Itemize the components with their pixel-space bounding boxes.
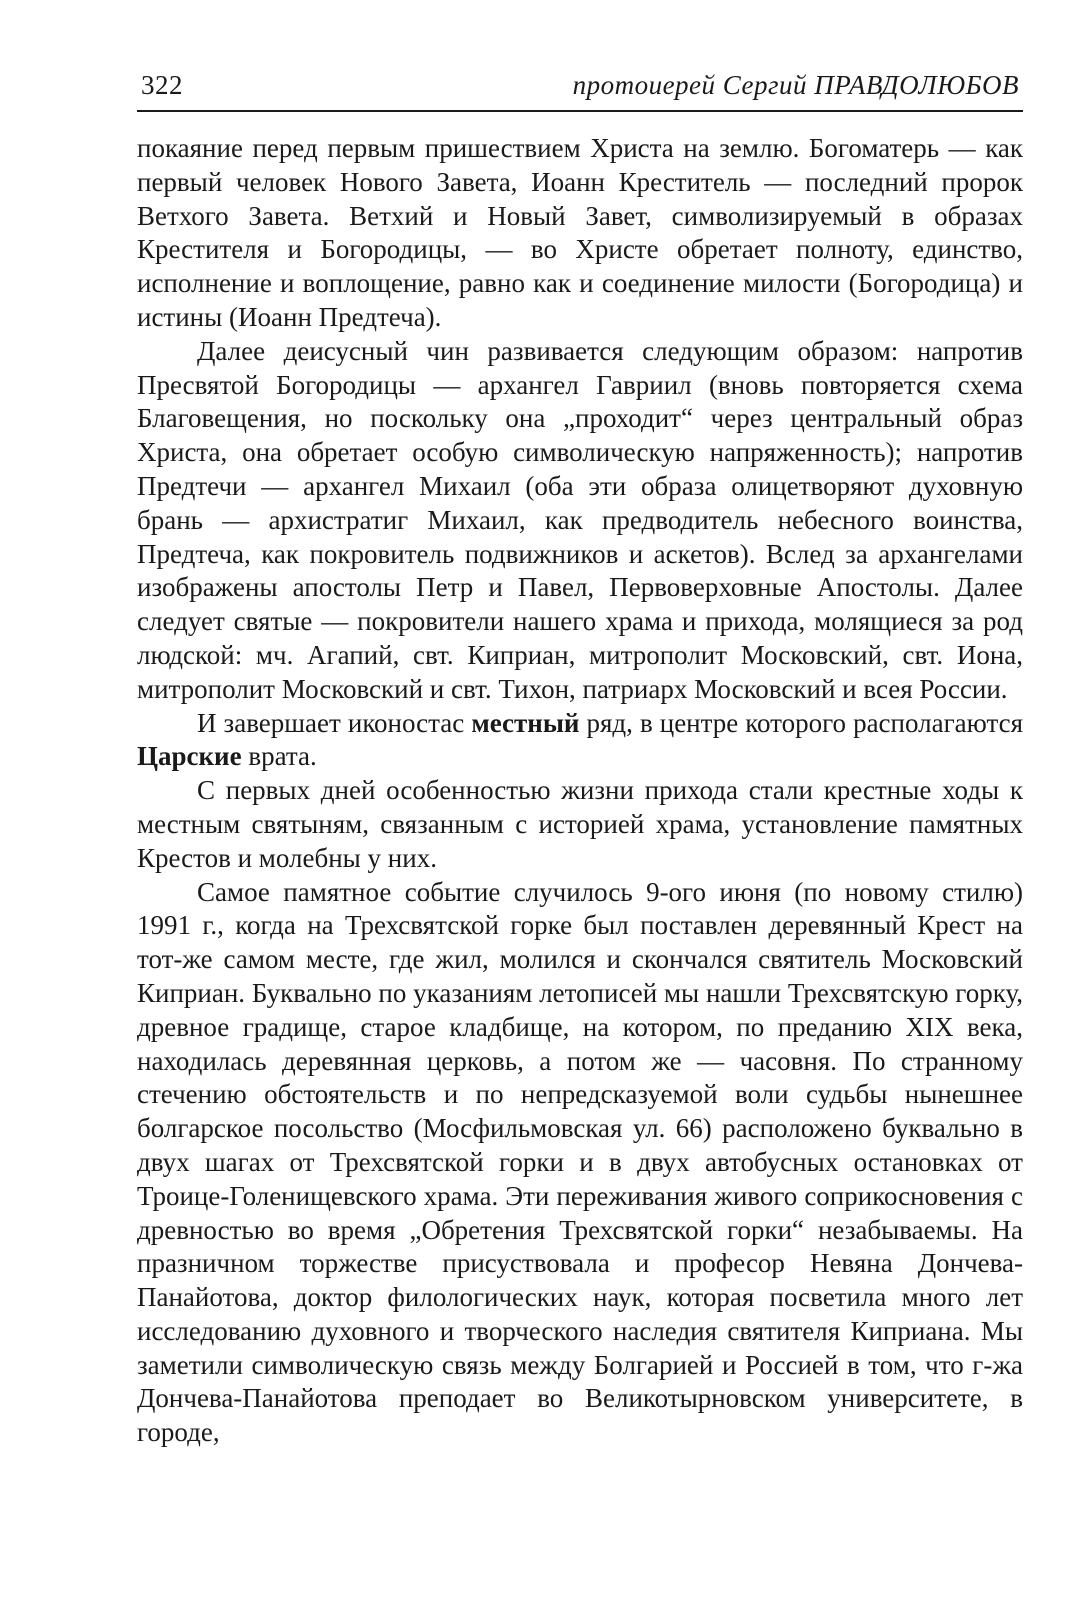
- paragraph-3-text-after: врата.: [241, 741, 317, 772]
- paragraph-3-text-before: И завершает иконостас: [197, 707, 472, 738]
- paragraph-2: Далее деисусный чин развивается следующим образом: напротив Пресвятой Богородицы — архангел Гавриил (вновь повторяется схема Благовещения, но поскольку она „проходит“ через центральный образ Христа, она обретает особую символическую напряженность); напротив Предтечи — архангел Михаил (оба эти образа олицетворяют духовную брань — архистратиг Михаил, как предводитель небесного воинства, Предтеча, как покровитель подвижников и аскетов). Вслед за архангелами изображены апостолы Петр и Павел, Первоверховные Апостолы. Далее следует святые — покровители нашего храма и прихода, молящиеся за род людской: мч. Агапий, свт. Киприан, митрополит Московский, свт. Иона, митрополит Московский и свт. Тихон, патриарх Московский и всея России.: [137, 335, 1023, 704]
- body-text: [137, 132, 1023, 1450]
- page-number: 322: [141, 70, 183, 100]
- paragraph-5: Самое памятное событие случилось 9-ого июня (по новому стилю) 1991 г., когда на Трехсвятской горке был поставлен деревянный Крест на тот-же самом месте, где жил, молился и скончался святитель Московский Киприан. Буквально по указаниям летописей мы нашли Трехсвятскую горку, древное градище, старое кладбище, на котором, по преданию XIX века, находилась деревянная церковь, а потом же — часовня. По странному стечению обстоятельств и по непредсказуемой воли судьбы нынешнее болгарское посольство (Мосфильмовская ул. 66) расположено буквально в двух шагах от Трехсвятской горки и в двух автобусных остановках от Троице-Голенищевского храма. Эти переживания живого соприкосновения с древностью во время „Обретения Трехсвятской горки“ незабываемы. На празничном торжестве присуствовала и професор Невяна Дончева-Панайотова, доктор филологических наук, которая посветила много лет исследованию духовного и творческого наследия святителя Киприана. Мы заметили символическую связь между Болгарией и Россией в том, что г-жа Дончева-Панайотова преподает во Великотырновском университете, в городе,: [137, 876, 1023, 1448]
- paragraph-3-text-middle: ряд, в центре которого располагаются: [579, 707, 1023, 738]
- paragraph-3: [137, 707, 1023, 775]
- running-header: [137, 70, 1023, 112]
- bold-term-tsarskie: Царские: [137, 741, 242, 772]
- paragraph-4: С первых дней особенностью жизни прихода стали крестные ходы к местным святыням, связанным с историей храма, установление памятных Крестов и молебны у них.: [137, 775, 1023, 873]
- paragraph-1: покаяние перед первым пришествием Христа на землю. Богоматерь — как первый человек Нового Завета, Иоанн Креститель — последний пророк Ветхого Завета. Ветхий и Новый Завет, символизируемый в образах Крестителя и Богородицы, — во Христе обретает полноту, единство, исполнение и воплощение, равно как и соединение милости (Богородица) и истины (Иоанн Предтеча).: [137, 133, 1023, 332]
- book-page: [137, 70, 1023, 1590]
- header-author: протоиерей Сергий ПРАВДОЛЮБОВ: [572, 70, 1019, 100]
- bold-term-mestny: местный: [471, 707, 580, 738]
